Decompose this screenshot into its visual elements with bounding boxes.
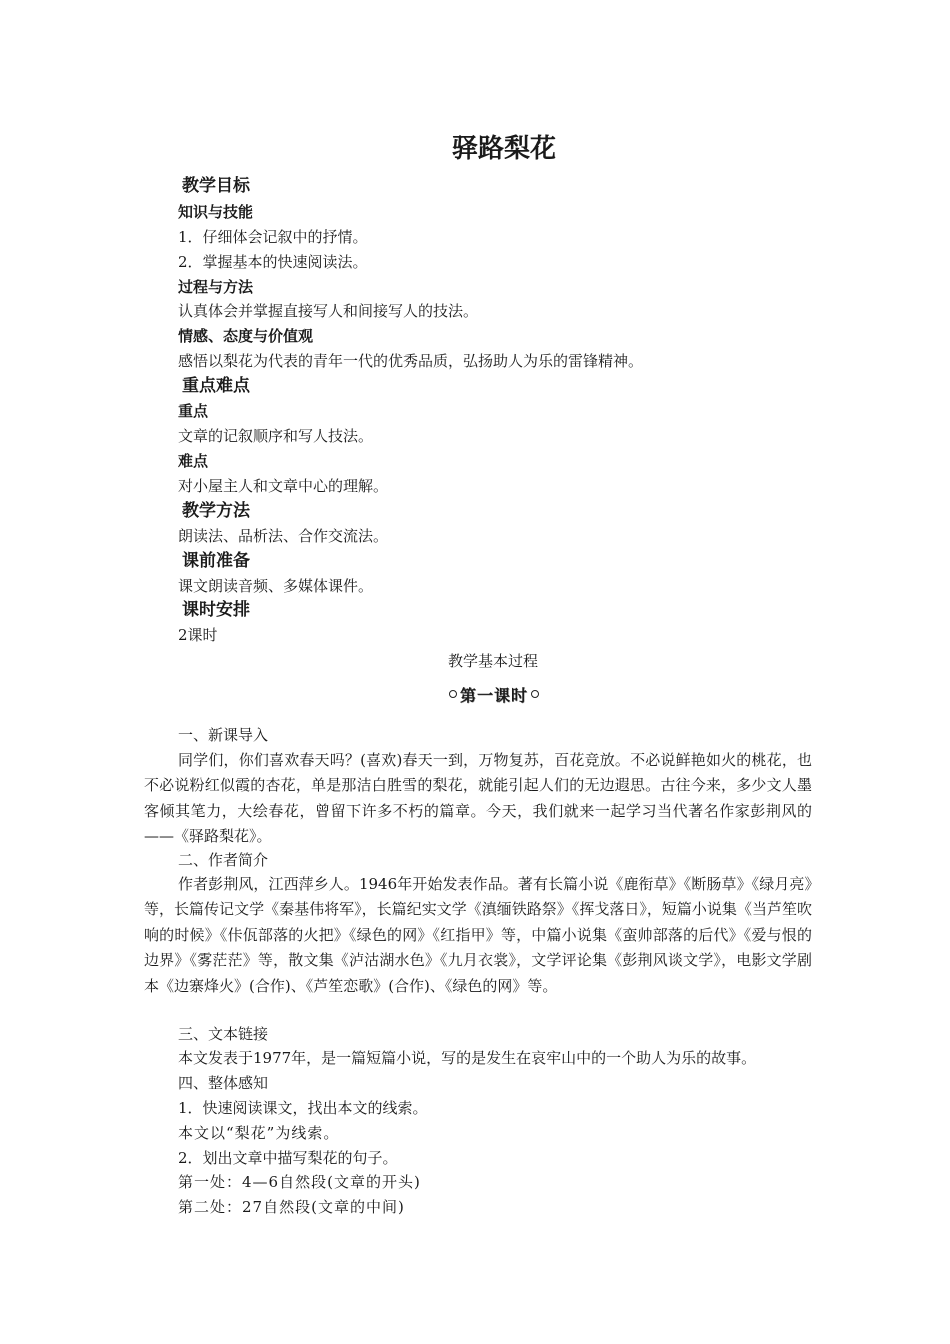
key-points-heading: 重点难点 — [182, 376, 250, 396]
section-4-answer-2-first: 第一处：4—6自然段(文章的开头) — [178, 1173, 421, 1191]
process-center-heading: 教学基本过程 — [447, 652, 538, 670]
prep-text: 课文朗读音频、多媒体课件。 — [178, 577, 374, 595]
focus-text: 文章的记叙顺序和写人技法。 — [178, 427, 374, 445]
process-heading: 过程与方法 — [178, 278, 254, 296]
section-4-question-1: 1．快速阅读课文，找出本文的线索。 — [178, 1099, 428, 1117]
section-3-heading: 三、文本链接 — [178, 1025, 269, 1043]
difficulty-heading: 难点 — [178, 452, 209, 470]
section-3-paragraph: 本文发表于1977年，是一篇短篇小说，写的是发生在哀牢山中的一个助人为乐的故事。 — [178, 1049, 757, 1067]
process-text: 认真体会并掌握直接写人和间接写人的技法。 — [178, 302, 479, 320]
emotion-text: 感悟以梨花为代表的青年一代的优秀品质，弘扬助人为乐的雷锋精神。 — [178, 352, 644, 370]
lesson-badge — [438, 683, 550, 705]
section-1-paragraph: 同学们，你们喜欢春天吗？(喜欢)春天一到，万物复苏，百花竞放。不必说鲜艳如火的桃花，也不必说粉红似霞的杏花，单是那洁白胜雪的梨花，就能引起人们的无边遐思。古往今来，多少文人墨客倾其笔力，大绘春花，曾留下许多不朽的篇章。今天，我们就来一起学习当代著名作家彭荆风的——《驿路梨花》。 — [144, 751, 812, 846]
knowledge-item-1: 1．仔细体会记叙中的抒情。 — [178, 228, 368, 246]
section-4-answer-1: 本文以“梨花”为线索。 — [178, 1124, 340, 1142]
schedule-heading: 课时安排 — [182, 600, 250, 620]
badge-dot-icon — [449, 690, 457, 698]
method-text: 朗读法、品析法、合作交流法。 — [178, 527, 389, 545]
method-heading: 教学方法 — [182, 501, 250, 521]
difficulty-text: 对小屋主人和文章中心的理解。 — [178, 477, 389, 495]
section-1-heading: 一、新课导入 — [178, 726, 269, 744]
document-title: 驿路梨花 — [451, 134, 556, 164]
goals-heading: 教学目标 — [182, 176, 250, 196]
section-4-heading: 四、整体感知 — [178, 1074, 269, 1092]
section-4-answer-2-second: 第二处：27自然段(文章的中间) — [178, 1198, 405, 1216]
prep-heading: 课前准备 — [182, 551, 250, 571]
focus-heading: 重点 — [178, 402, 209, 420]
badge-dot-icon — [531, 690, 539, 698]
knowledge-heading: 知识与技能 — [178, 203, 254, 221]
emotion-heading: 情感、态度与价值观 — [178, 327, 314, 345]
section-4-question-2: 2．划出文章中描写梨花的句子。 — [178, 1149, 398, 1167]
section-2-paragraph: 作者彭荆风，江西萍乡人。1946年开始发表作品。著有长篇小说《鹿衔草》《断肠草》《绿月亮》等，长篇传记文学《秦基伟将军》，长篇纪实文学《滇缅铁路祭》《挥戈落日》，短篇小说集《当芦笙吹响的时候》《佧佤部落的火把》《绿色的网》《红指甲》等，中篇小说集《蛮帅部落的后代》《爱与恨的边界》《雾茫茫》等，散文集《泸沽湖水色》《九月衣裳》，文学评论集《彭荆风谈文学》，电影文学剧本《边寨烽火》(合作)、《芦笙恋歌》(合作)、《绿色的网》等。 — [144, 875, 812, 995]
lesson-badge-label: 第一课时 — [459, 685, 528, 705]
knowledge-item-2: 2．掌握基本的快速阅读法。 — [178, 253, 368, 271]
schedule-text: 2课时 — [178, 626, 218, 644]
section-2-heading: 二、作者简介 — [178, 851, 269, 869]
